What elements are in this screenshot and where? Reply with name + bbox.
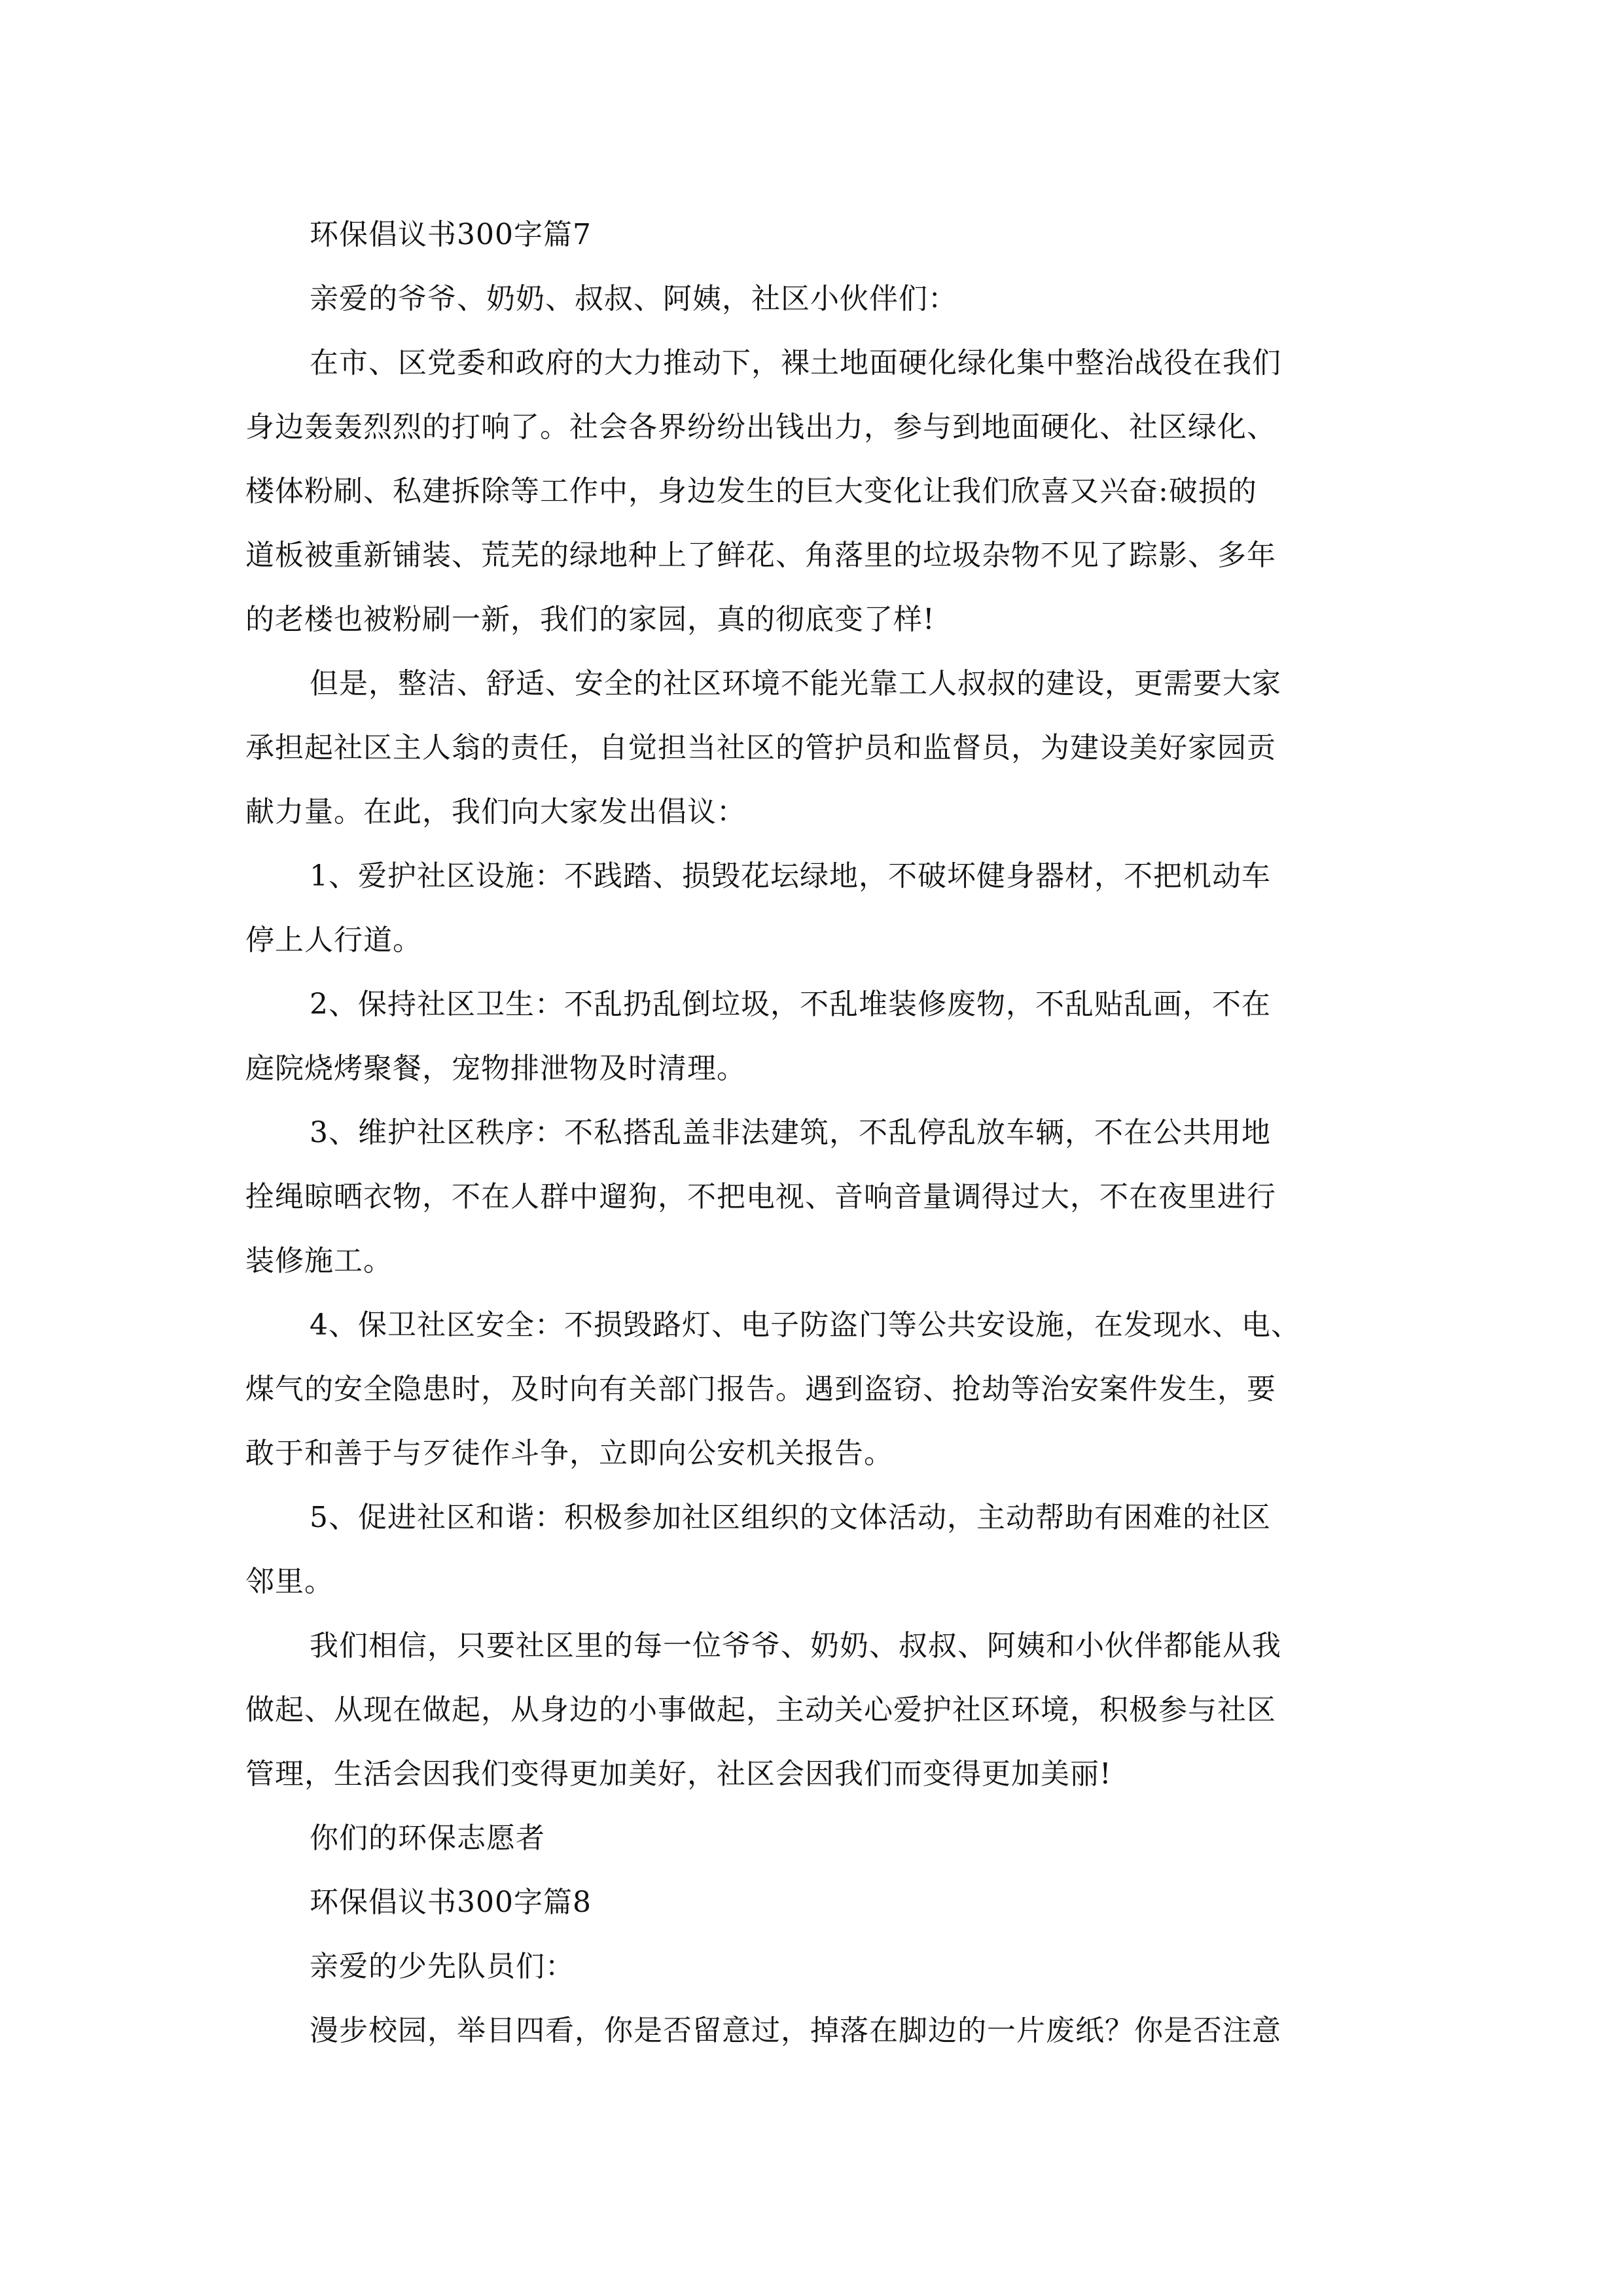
section-title-8: 环保倡议书300字篇8: [310, 1886, 592, 1919]
body-line: 邻里。: [245, 1565, 334, 1598]
body-line: 庭院烧烤聚餐，宠物排泄物及时清理。: [245, 1052, 746, 1085]
signature-line: 你们的环保志愿者: [310, 1821, 545, 1855]
section-title-7: 环保倡议书300字篇7: [310, 218, 592, 251]
body-line: 但是，整洁、舒适、安全的社区环境不能光靠工人叔叔的建设，更需要大家: [310, 667, 1281, 700]
body-line: 敢于和善于与歹徒作斗争，立即向公安机关报告。: [245, 1437, 893, 1470]
body-line: 的老楼也被粉刷一新，我们的家园，真的彻底变了样!: [245, 603, 935, 636]
body-line: 我们相信，只要社区里的每一位爷爷、奶奶、叔叔、阿姨和小伙伴都能从我: [310, 1629, 1281, 1662]
proposal-item-5: 5、促进社区和谐：积极参加社区组织的文体活动，主动帮助有困难的社区: [310, 1501, 1271, 1534]
body-line: 道板被重新铺装、荒芜的绿地种上了鲜花、角落里的垃圾杂物不见了踪影、多年: [245, 539, 1276, 572]
body-line: 装修施工。: [245, 1244, 393, 1278]
salutation-8: 亲爱的少先队员们：: [310, 1950, 575, 1983]
body-line: 做起、从现在做起，从身边的小事做起，主动关心爱护社区环境，积极参与社区: [245, 1693, 1276, 1727]
body-line: 停上人行道。: [245, 924, 422, 957]
proposal-item-3: 3、维护社区秩序：不私搭乱盖非法建筑，不乱停乱放车辆，不在公共用地: [310, 1116, 1271, 1149]
body-line: 承担起社区主人翁的责任，自觉担当社区的管护员和监督员，为建设美好家园贡: [245, 731, 1276, 764]
body-line: 楼体粉刷、私建拆除等工作中，身边发生的巨大变化让我们欣喜又兴奋:破损的: [245, 475, 1257, 508]
body-line: 管理，生活会因我们变得更加美好，社区会因我们而变得更加美丽!: [245, 1757, 1112, 1791]
body-line: 献力量。在此，我们向大家发出倡议：: [245, 795, 746, 829]
proposal-item-2: 2、保持社区卫生：不乱扔乱倒垃圾，不乱堆装修废物，不乱贴乱画，不在: [310, 988, 1271, 1021]
document-body: [245, 203, 1378, 2063]
body-line: 拴绳晾晒衣物，不在人群中遛狗，不把电视、音响音量调得过大，不在夜里进行: [245, 1180, 1276, 1213]
proposal-item-1: 1、爱护社区设施：不践踏、损毁花坛绿地，不破坏健身器材，不把机动车: [310, 859, 1271, 893]
body-line: 漫步校园，举目四看，你是否留意过，掉落在脚边的一片废纸？你是否注意: [310, 2014, 1281, 2047]
body-line: 在市、区党委和政府的大力推动下，裸土地面硬化绿化集中整治战役在我们: [310, 346, 1281, 380]
body-line: 煤气的安全隐患时，及时向有关部门报告。遇到盗窃、抢劫等治安案件发生，要: [245, 1372, 1276, 1406]
salutation-7: 亲爱的爷爷、奶奶、叔叔、阿姨，社区小伙伴们：: [310, 282, 957, 315]
body-line: 身边轰轰烈烈的打响了。社会各界纷纷出钱出力，参与到地面硬化、社区绿化、: [245, 410, 1276, 444]
proposal-item-4: 4、保卫社区安全：不损毁路灯、电子防盗门等公共安设施，在发现水、电、: [310, 1308, 1300, 1342]
